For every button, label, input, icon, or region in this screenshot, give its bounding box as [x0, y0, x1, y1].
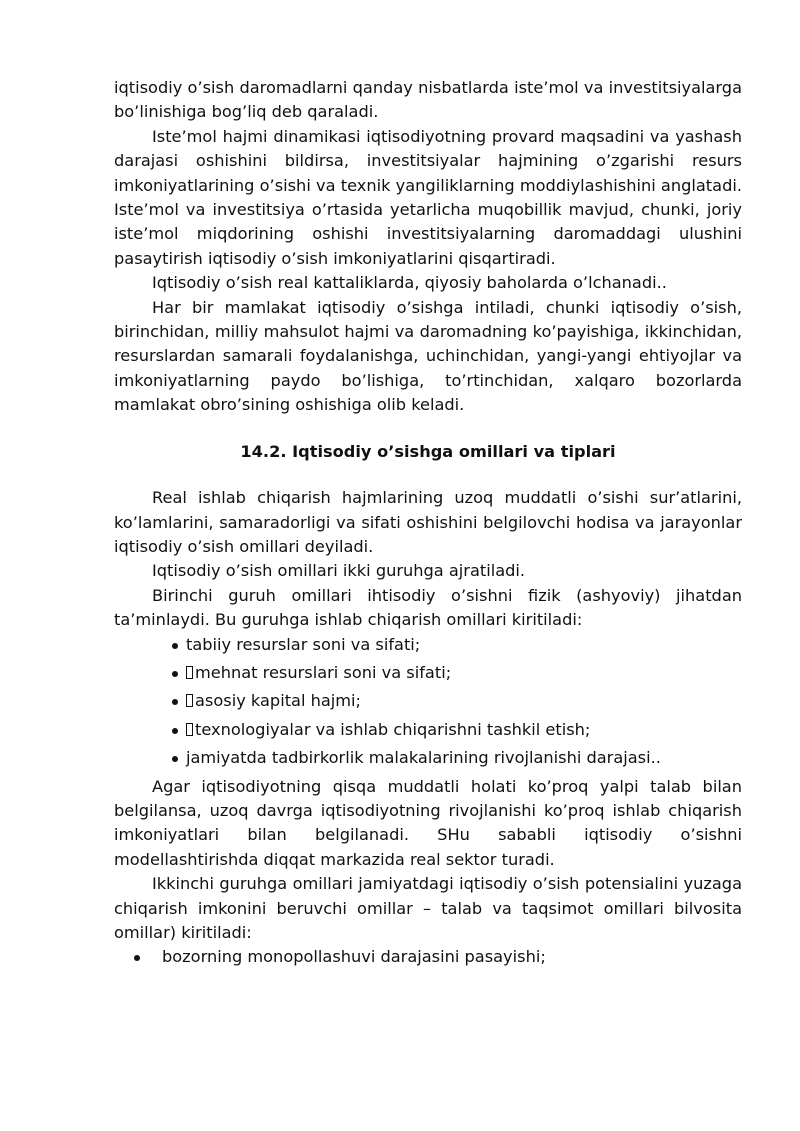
paragraph-short-vs-long-run: Agar iqtisodiyotning qisqa muddatli holati ko’proq yalpi talab bilan belgilansa, uzoq davrga iqtisodiyotning rivojlanishi ko’proq ishlab chiqarish imkoniyatlari bilan belgilanadi. SHu sababli iqtisodiy o’sishni modellashtirishda diqqat markazida real sektor turadi.: [114, 776, 742, 869]
list-item-text: mehnat resurslari soni va sifati;: [195, 662, 452, 682]
section-heading: 14.2. Iqtisodiy o’sishga omillari va tiplari: [240, 441, 616, 461]
missing-glyph-icon: [186, 723, 193, 736]
list-item-text: jamiyatda tadbirkorlik malakalarining rivojlanishi darajasi..: [186, 748, 661, 768]
list-item: [172, 661, 742, 685]
paragraph-second-group: Ikkinchi guruhga omillari jamiyatdagi iqtisodiy o’sish potensialini yuzaga chiqarish imkonini beruvchi omillar – talab va taqsimot omillari bilvosita omillar) kiritiladi:: [114, 874, 742, 942]
second-group-list: [114, 945, 742, 969]
list-item: [172, 746, 742, 770]
missing-glyph-icon: [186, 694, 193, 707]
paragraph-continuation: iqtisodiy o’sish daromadlarni qanday nisbatlarda iste’mol va investitsiyalarga bo’linishiga bog’liq deb qaraladi.: [114, 78, 742, 122]
paragraph-growth-benefits: Har bir mamlakat iqtisodiy o’sishga intiladi, chunki iqtisodiy o’sish, birinchidan, milliy mahsulot hajmi va daromadning ko’payishiga, ikkinchidan, resurslardan samarali foydalanishga, uchinchidan, yangi-yangi ehtiyojlar va imkoniyatlarning paydo bo’lishiga, to’rtinchidan, xalqaro bozorlarda mamlakat obro’sining oshishiga olib keladi.: [114, 297, 742, 415]
missing-glyph-icon: [186, 666, 193, 679]
list-item-text: texnologiyalar va ishlab chiqarishni tashkil etish;: [195, 719, 591, 739]
list-item-text: tabiiy resurslar soni va sifati;: [186, 634, 421, 654]
list-item: [172, 633, 742, 657]
list-item: [172, 718, 742, 742]
paragraph-consumption-dynamics: Iste’mol hajmi dinamikasi iqtisodiyotning provard maqsadini va yashash darajasi oshishini bildirsa, investitsiyalar hajmining o’zgarishi resurs imkoniyatlarining o’sishi va texnik yangiliklarning moddiylashishini anglatadi. Iste’mol va investitsiya o’rtasida yetarlicha muqobillik mavjud, chunki, joriy iste’mol miqdorining oshishi investitsiyalarning daromaddagi ulushini pasaytirish iqtisodiy o’sish imkoniyatlarini qisqartiradi.: [114, 126, 742, 268]
first-group-list: [114, 633, 742, 771]
list-item: [172, 689, 742, 713]
paragraph-first-group: Birinchi guruh omillari ihtisodiy o’sishni fizik (ashyoviy) jihatdan ta’minlaydi. Bu guruhga ishlab chiqarish omillari kiritiladi:: [114, 585, 742, 630]
list-item: [134, 945, 742, 969]
paragraph-two-groups: Iqtisodiy o’sish omillari ikki guruhga ajratiladi.: [152, 561, 526, 581]
paragraph-factors-definition: Real ishlab chiqarish hajmlarining uzoq muddatli o’sishi sur’atlarini, ko’lamlarini, samaradorligi va sifati oshishini belgilovchi hodisa va jarayonlar iqtisodiy o’sish omillari deyiladi.: [114, 488, 742, 556]
paragraph-measurement: Iqtisodiy o’sish real kattaliklarda, qiyosiy baholarda o’lchanadi..: [152, 273, 667, 293]
document-page: [114, 76, 742, 970]
list-item-text: bozorning monopollashuvi darajasini pasayishi;: [162, 947, 546, 967]
list-item-text: asosiy kapital hajmi;: [195, 691, 362, 711]
